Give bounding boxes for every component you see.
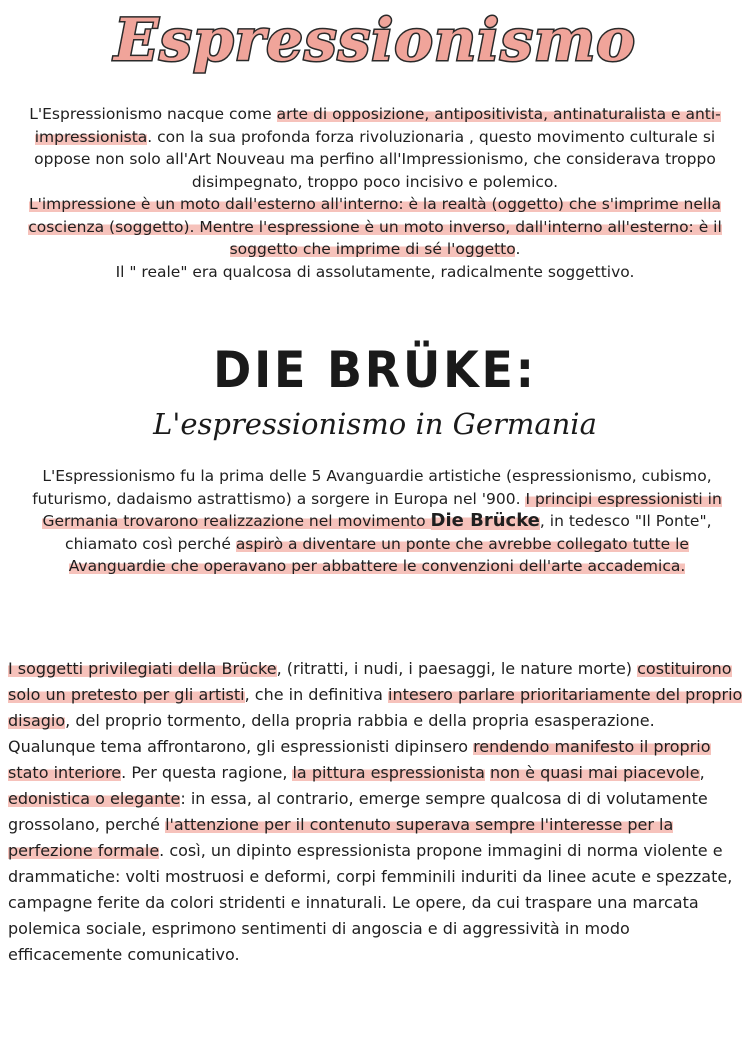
- text-run: , del proprio tormento, della propria rabbia e della propria esasperazione. Qualunque tema affrontarono, gli espressionisti dipinsero: [8, 711, 655, 756]
- highlighted-text: rendendo manifesto il proprio stato interiore: [8, 737, 711, 782]
- highlighted-text: soggetto che imprime di sé l'oggetto: [229, 240, 516, 258]
- text-run: , che in definitiva: [244, 685, 389, 704]
- highlighted-text: l'attenzione per il contenuto superava sempre l'interesse per la perfezione formale: [8, 815, 674, 860]
- text-run: . con la sua profonda forza rivoluzionaria , questo movimento culturale si oppose non solo all'Art Nouveau ma perfino all'Impressionismo, che considerava troppo disimpegnato, troppo poco incisivo e polemico.: [34, 127, 716, 191]
- highlighted-text: edonistica o elegante: [8, 789, 181, 808]
- section-heading: DIE BRÜKE:: [213, 341, 537, 399]
- text-run: . Per questa ragione,: [121, 763, 293, 782]
- text-run: : in essa, al contrario, emerge sempre qualcosa di di volutamente grossolano, perché: [8, 789, 708, 834]
- highlighted-text: aspirò a diventare un ponte che avrebbe collegato tutte le Avanguardie che operavano per abbattere le convenzioni dell'arte accademica.: [68, 534, 689, 575]
- text-run: , in tedesco "Il Ponte", chiamato così perché: [65, 512, 712, 553]
- page-title: Espressionismo: [114, 6, 636, 74]
- highlighted-text: Die Brücke: [430, 510, 540, 531]
- highlighted-text: L'impressione è un moto dall'esterno all'interno: è la realtà (oggetto) che s'imprime nella coscienza (soggetto). Mentre l'espressione è un moto inverso, dall'interno all'esterno: è il: [28, 195, 722, 236]
- brucke-paragraph: [16, 465, 738, 578]
- section-subheading: L'espressionismo in Germania: [153, 407, 597, 441]
- highlighted-text: I principi espressionisti in Germania trovarono realizzazione nel movimento: [42, 489, 722, 530]
- text-run: , (ritratti, i nudi, i paesaggi, le nature morte): [276, 659, 638, 678]
- highlighted-text: non è quasi mai piacevole: [489, 763, 700, 782]
- highlighted-text: costituirono solo un pretesto per gli artisti: [8, 659, 732, 704]
- text-run: ,: [699, 763, 705, 782]
- highlighted-text: arte di opposizione, antipositivista, antinaturalista e anti-impressionista: [34, 105, 721, 146]
- intro-paragraph: [24, 103, 726, 283]
- text-run: L'Espressionismo nacque come: [29, 105, 277, 123]
- subjects-paragraph: [8, 656, 744, 968]
- highlighted-text: la pittura espressionista: [292, 763, 485, 782]
- text-run: .: [515, 240, 521, 258]
- text-run: Il " reale" era qualcosa di assolutamente, radicalmente soggettivo.: [115, 262, 635, 281]
- highlighted-text: intesero parlare prioritariamente del proprio disagio: [8, 685, 743, 730]
- highlighted-text: I soggetti privilegiati della Brücke: [8, 659, 277, 678]
- text-run: . così, un dipinto espressionista propone immagini di norma violente e drammatiche: volti mostruosi e deformi, corpi femminili induriti da linee acute e spezzate, campagne ferite da colori stridenti e innaturali. Le opere, da cui traspare una marcata polemica sociale, esprimono sentimenti di angoscia e di aggressività in modo efficacemente comunicativo.: [8, 841, 733, 964]
- text-run: L'Espressionismo fu la prima delle 5 Avanguardie artistiche (espressionismo, cubismo, futurismo, dadaismo astrattismo) a sorgere in Europa nel '900.: [32, 467, 712, 508]
